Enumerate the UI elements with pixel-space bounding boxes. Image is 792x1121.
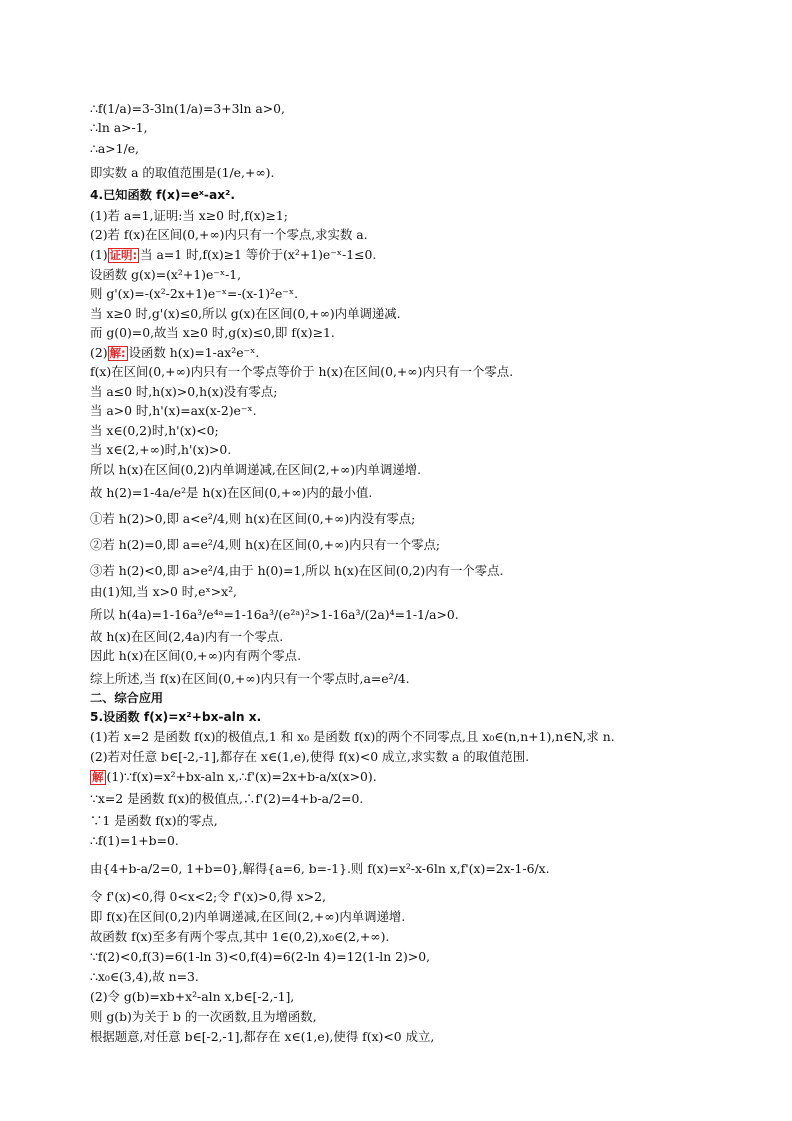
- text-line: (1)若 a=1,证明:当 x≥0 时,f(x)≥1;: [90, 208, 288, 223]
- text-line: ∴f(1/a)=3-3ln(1/a)=3+3ln a>0,: [90, 101, 285, 116]
- text-line: (2)令 g(b)=xb+x²-aln x,b∈[-2,-1],: [90, 989, 295, 1004]
- text-line: 则 g'(x)=-(x²-2x+1)e⁻ˣ=-(x-1)²e⁻ˣ.: [90, 286, 299, 301]
- text-line: (2)若对任意 b∈[-2,-1],都存在 x∈(1,e),使得 f(x)<0 成立,求实数 a 的取值范围.: [90, 749, 530, 764]
- text-line: (1)若 x=2 是函数 f(x)的极值点,1 和 x₀ 是函数 f(x)的两个不同零点,且 x₀∈(n,n+1),n∈N,求 n.: [90, 729, 615, 744]
- text-line: 解 (1)∵f(x)=x²+bx-aln x,∴f'(x)=2x+b-a/x(x>0).: [92, 769, 377, 784]
- text-line: 由{4+b-a/2=0, 1+b=0},解得{a=6, b=-1}.则 f(x)=x²-x-6ln x,f'(x)=2x-1-6/x.: [90, 861, 550, 876]
- section-heading: 二、综合应用: [90, 691, 164, 705]
- answer-tag: 证明:: [109, 248, 138, 262]
- text-line: ∴f(1)=1+b=0.: [90, 833, 179, 848]
- text-line: 即实数 a 的取值范围是(1/e,+∞).: [90, 165, 275, 180]
- text-line: 故函数 f(x)至多有两个零点,其中 1∈(0,2),x₀∈(2,+∞).: [90, 929, 390, 944]
- text-line: 即 f(x)在区间(0,2)内单调递减,在区间(2,+∞)内单调递增.: [90, 909, 406, 924]
- text-line: 当 a≤0 时,h(x)>0,h(x)没有零点;: [90, 384, 278, 399]
- text-line: ∴x₀∈(3,4),故 n=3.: [90, 969, 199, 984]
- text-line: ∴a>1/e,: [90, 141, 139, 156]
- text-line: 则 g(b)为关于 b 的一次函数,且为增函数,: [90, 1009, 317, 1024]
- text-line: ①若 h(2)>0,即 a<e²/4,则 h(x)在区间(0,+∞)内没有零点;: [90, 511, 416, 526]
- text-line: 当 a>0 时,h'(x)=ax(x-2)e⁻ˣ.: [90, 403, 257, 418]
- text-line: ③若 h(2)<0,即 a>e²/4,由于 h(0)=1,所以 h(x)在区间(0,2)内有一个零点.: [90, 563, 504, 578]
- text-line: 故 h(x)在区间(2,4a)内有一个零点.: [90, 629, 284, 644]
- text-line: 所以 h(4a)=1-16a³/e⁴ᵃ=1-16a³/(e²ᵃ)²>1-16a³/(2a)⁴=1-1/a>0.: [90, 607, 459, 622]
- question-5-title: 5.设函数 f(x)=x²+bx-aln x.: [90, 710, 262, 724]
- text-line: ∵1 是函数 f(x)的零点,: [90, 813, 218, 828]
- text-line: 当 x∈(0,2)时,h'(x)<0;: [90, 423, 219, 438]
- answer-tag: 解:: [109, 346, 126, 360]
- text-line: 所以 h(x)在区间(0,2)内单调递减,在区间(2,+∞)内单调递增.: [90, 462, 422, 477]
- text-line: 当 x∈(2,+∞)时,h'(x)>0.: [90, 442, 232, 457]
- text-line: 因此 h(x)在区间(0,+∞)内有两个零点.: [90, 648, 302, 663]
- text-line: (2) 解: 设函数 h(x)=1-ax²e⁻ˣ.: [90, 345, 260, 360]
- text-line: f(x)在区间(0,+∞)内只有一个零点等价于 h(x)在区间(0,+∞)内只有一个零点.: [90, 364, 514, 379]
- text-line: ∵f(2)<0,f(3)=6(1-ln 3)<0,f(4)=6(2-ln 4)=12(1-ln 2)>0,: [90, 949, 431, 964]
- text-line: 而 g(0)=0,故当 x≥0 时,g(x)≤0,即 f(x)≥1.: [90, 325, 335, 340]
- text-line: (1) 证明: 当 a=1 时,f(x)≥1 等价于(x²+1)e⁻ˣ-1≤0.: [90, 247, 377, 262]
- text-line: 令 f'(x)<0,得 0<x<2;令 f'(x)>0,得 x>2,: [90, 889, 326, 904]
- text-line: 当 x≥0 时,g'(x)≤0,所以 g(x)在区间(0,+∞)内单调递减.: [90, 306, 401, 321]
- text-line: (2)若 f(x)在区间(0,+∞)内只有一个零点,求实数 a.: [90, 227, 368, 242]
- text-line: 设函数 g(x)=(x²+1)e⁻ˣ-1,: [90, 267, 242, 282]
- text-line: ②若 h(2)=0,即 a=e²/4,则 h(x)在区间(0,+∞)内只有一个零点;: [90, 537, 441, 552]
- text-line: ∴ln a>-1,: [90, 120, 148, 135]
- text-line: 由(1)知,当 x>0 时,eˣ>x²,: [90, 584, 237, 599]
- question-4-title: 4.已知函数 f(x)=eˣ-ax².: [90, 188, 236, 202]
- text-line: 根据题意,对任意 b∈[-2,-1],都存在 x∈(1,e),使得 f(x)<0 成立,: [90, 1029, 435, 1044]
- answer-tag: 解: [92, 770, 104, 784]
- text-line: ∵x=2 是函数 f(x)的极值点,∴f'(2)=4+b-a/2=0.: [90, 791, 364, 806]
- text-line: 故 h(2)=1-4a/e²是 h(x)在区间(0,+∞)内的最小值.: [90, 485, 373, 500]
- text-line: 综上所述,当 f(x)在区间(0,+∞)内只有一个零点时,a=e²/4.: [90, 671, 410, 686]
